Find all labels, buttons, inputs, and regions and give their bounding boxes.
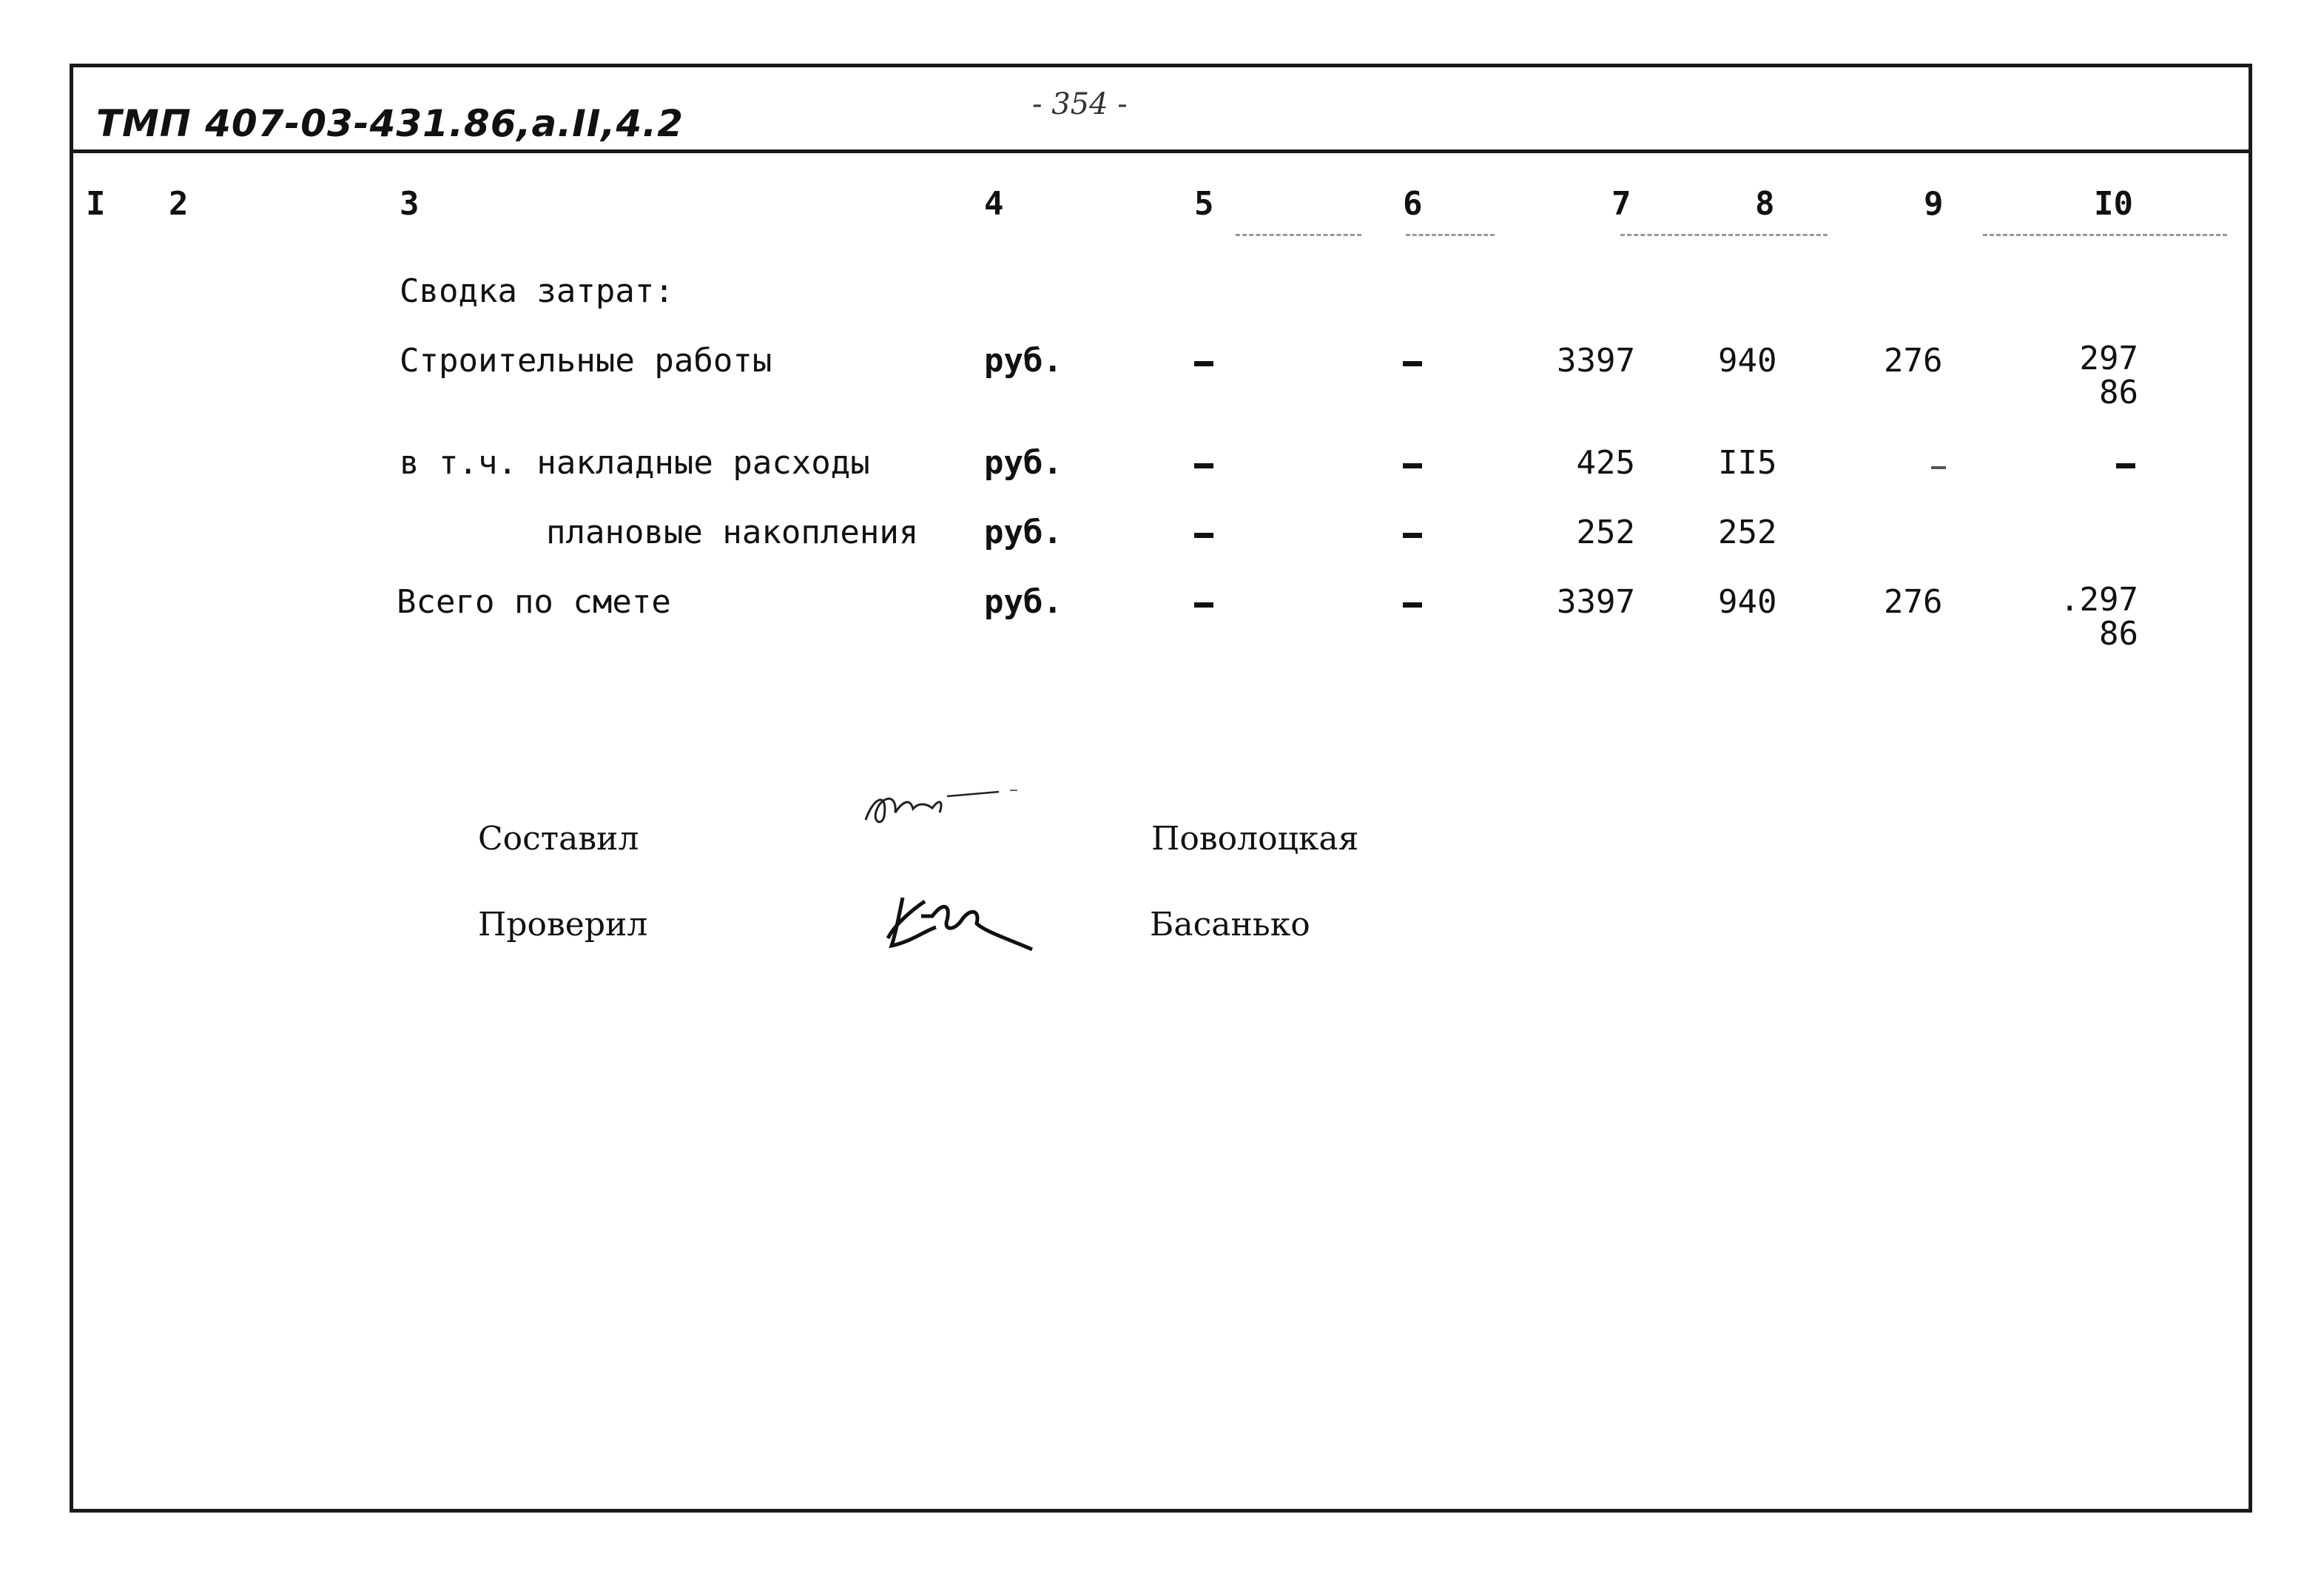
column-number-8: 8 (1755, 185, 1775, 223)
row-unit: руб. (984, 444, 1062, 482)
cell-col8: 940 (1718, 583, 1777, 621)
dash-mark (1403, 463, 1422, 468)
row-label: в т.ч. накладные расходы (400, 444, 870, 482)
faint-rule (1983, 234, 2227, 236)
column-number-1: I (86, 185, 106, 223)
dash-mark (2116, 463, 2135, 468)
column-number-5: 5 (1194, 185, 1214, 223)
cell-col8: II5 (1718, 444, 1777, 482)
compiled-by-name: Поволоцкая (1151, 820, 1359, 858)
page-frame (70, 64, 2252, 1513)
cell-col10 (2020, 342, 2138, 410)
column-number-4: 4 (984, 185, 1004, 223)
cell-col8: 252 (1718, 514, 1777, 551)
dash-mark (1194, 463, 1213, 468)
faint-rule (1236, 234, 1361, 236)
dash-mark (1403, 602, 1422, 608)
cell-col9: 276 (1884, 583, 1943, 621)
header-rule (70, 149, 2252, 153)
cell-col7: 252 (1576, 514, 1635, 551)
column-number-7: 7 (1611, 185, 1631, 223)
row-label: Строительные работы (400, 342, 772, 380)
checked-by-name: Басанько (1150, 906, 1310, 944)
column-number-9: 9 (1924, 185, 1944, 223)
faint-rule (1406, 234, 1495, 236)
cell-col7: 3397 (1557, 342, 1635, 380)
cell-col7: 425 (1576, 444, 1635, 482)
cell-col7: 3397 (1557, 583, 1635, 621)
checked-by-label: Проверил (478, 906, 648, 944)
cell-col10 (2020, 583, 2138, 651)
row-label: плановые накопления (546, 514, 919, 551)
cell-col10-top: 297 (2079, 340, 2138, 377)
document-code: ТМП 407-03-431.86,а.II,4.2 (96, 102, 684, 145)
column-number-6: 6 (1403, 185, 1423, 223)
cell-col8: 940 (1718, 342, 1777, 380)
column-number-10: I0 (2094, 185, 2133, 223)
row-unit: руб. (984, 583, 1062, 621)
signature-checked (880, 887, 1043, 961)
dash-mark (1194, 533, 1213, 538)
page-number: - 354 - (1032, 87, 1128, 121)
column-number-3: 3 (400, 185, 420, 223)
cell-col10-bottom: 86 (2099, 374, 2138, 411)
cell-col10-bottom: 86 (2099, 615, 2138, 653)
dash-mark (1931, 466, 1946, 469)
faint-rule (1620, 234, 1828, 236)
row-unit: руб. (984, 514, 1062, 551)
dash-mark (1403, 361, 1422, 366)
compiled-by-label: Составил (478, 820, 639, 858)
cell-col9: 276 (1884, 342, 1943, 380)
dash-mark (1194, 602, 1213, 608)
dash-mark (1194, 361, 1213, 366)
signature-compiled (851, 776, 1036, 835)
summary-heading: Сводка затрат: (400, 272, 674, 310)
row-unit: руб. (984, 342, 1062, 380)
cell-col10-top: .297 (2060, 581, 2138, 619)
column-number-2: 2 (169, 185, 189, 223)
dash-mark (1403, 533, 1422, 538)
row-label: Всего по смете (397, 583, 671, 621)
